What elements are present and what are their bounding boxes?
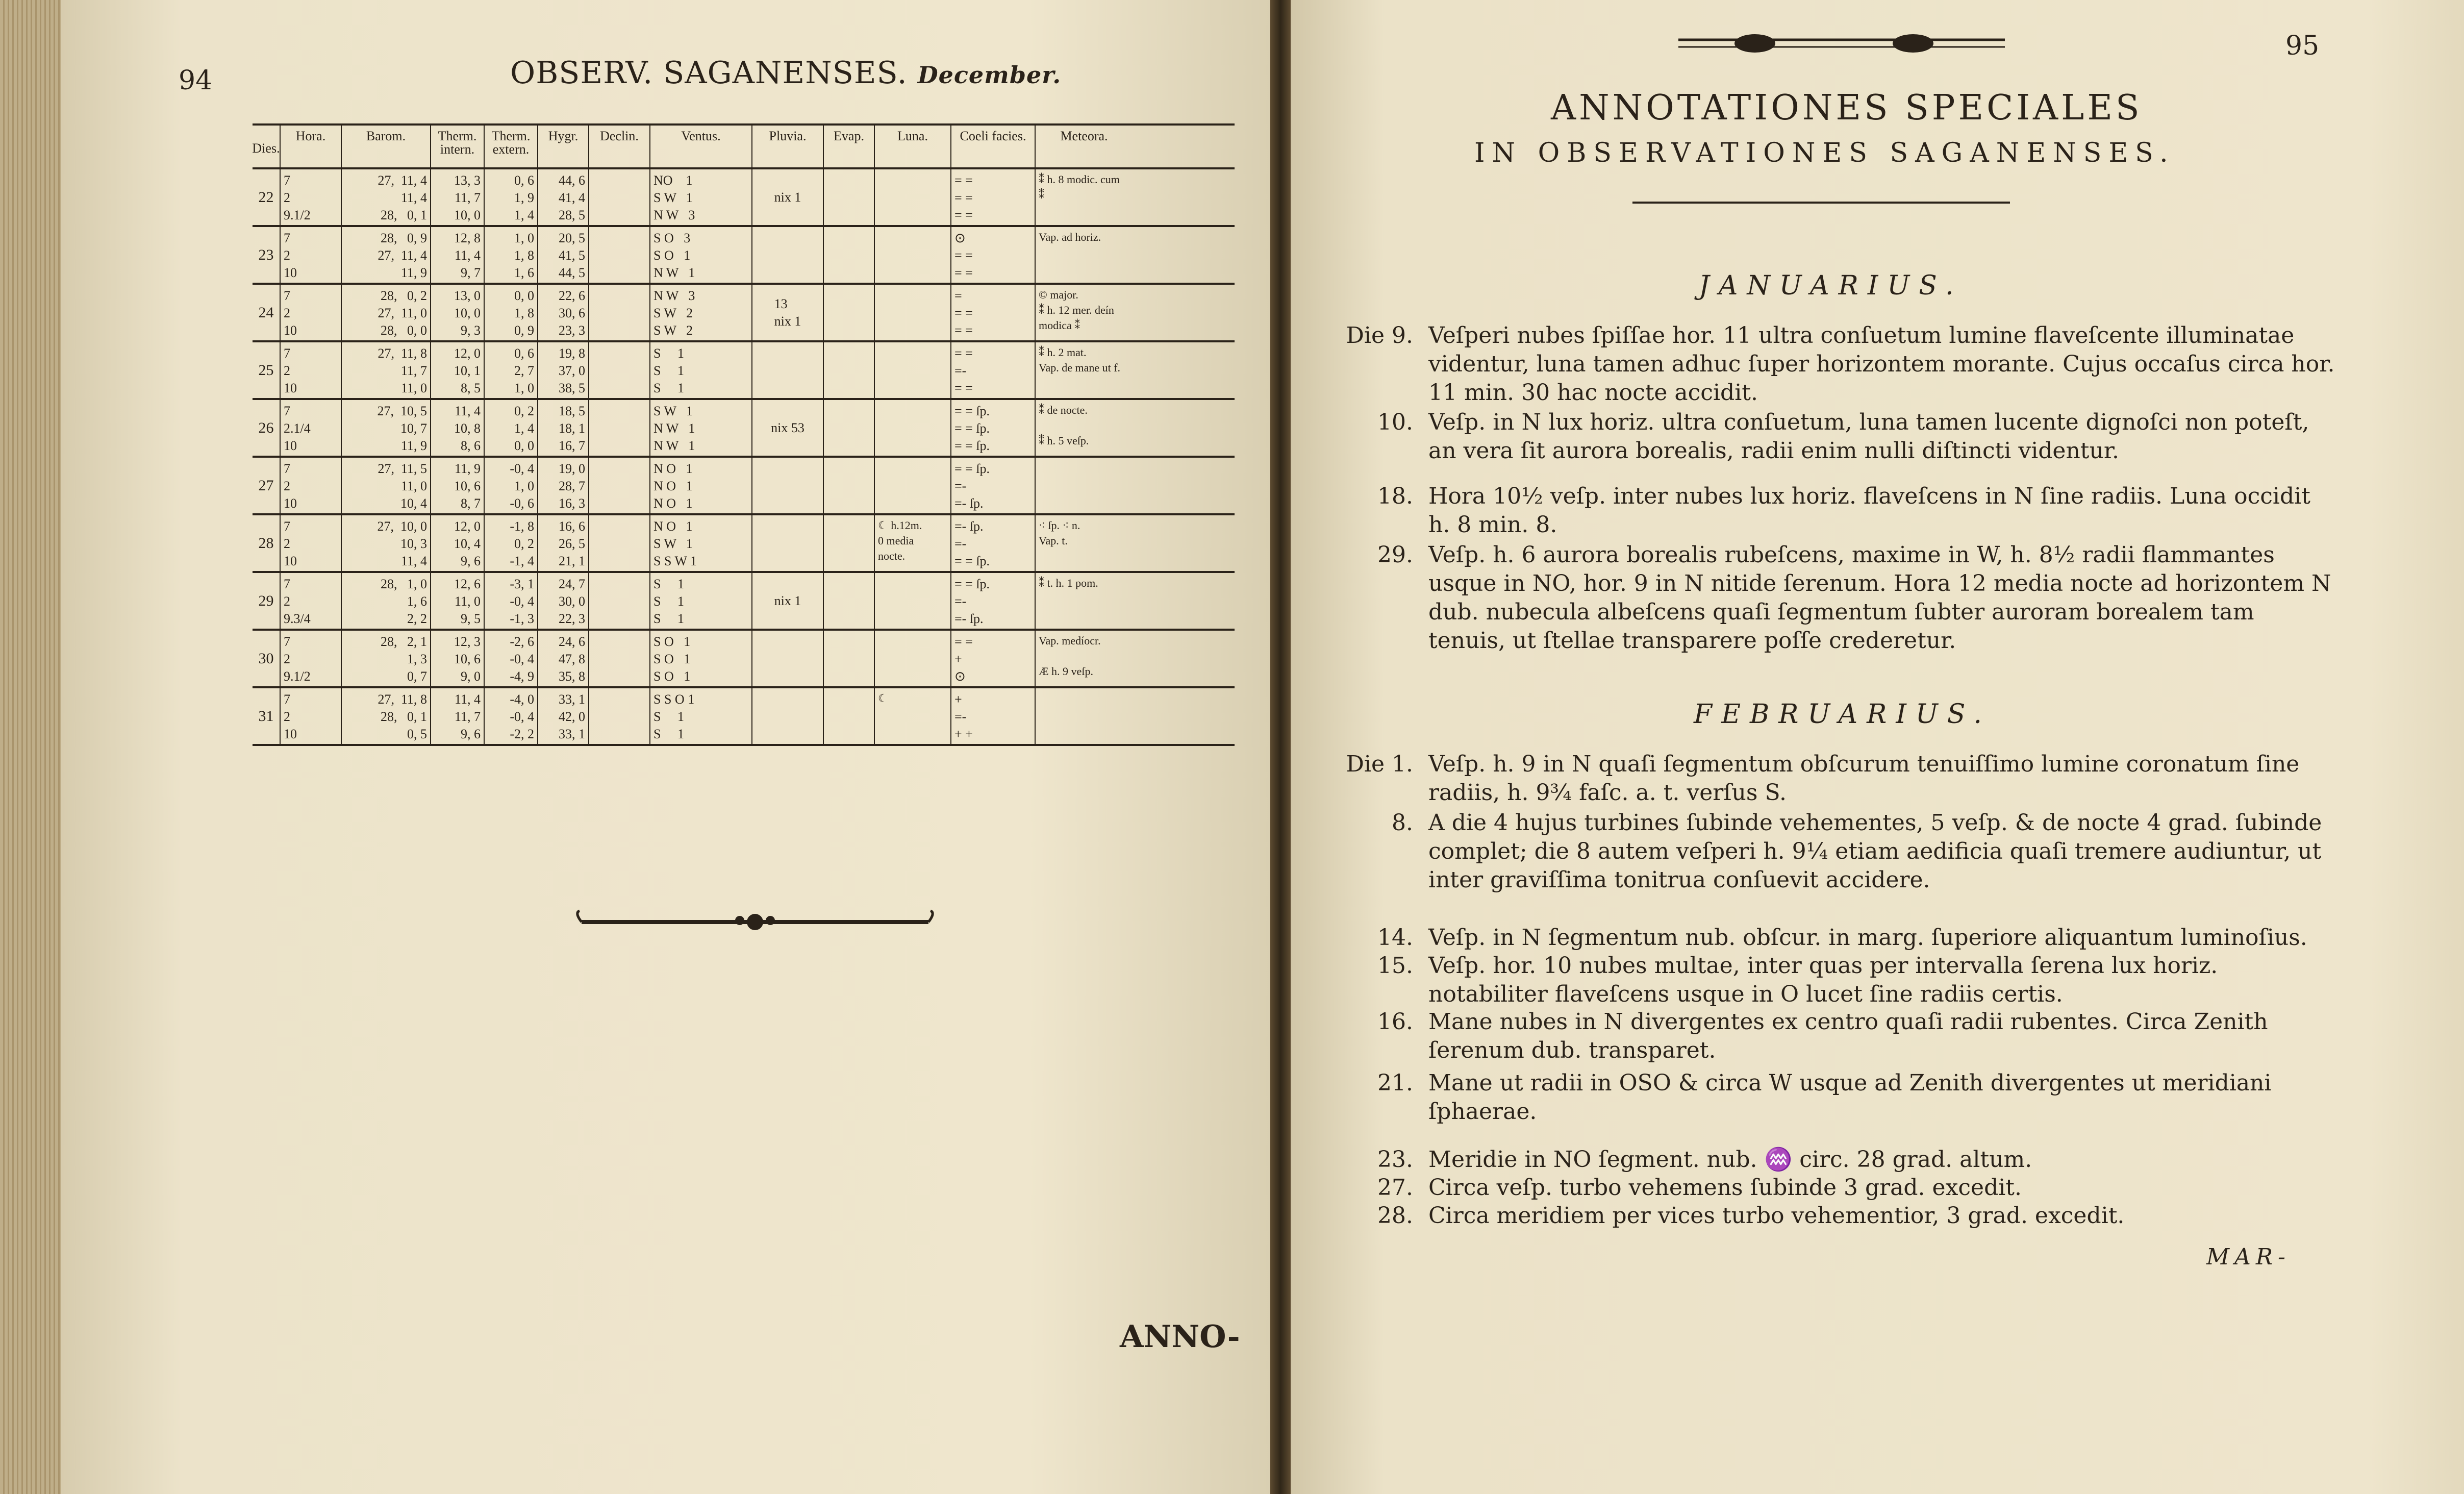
- cell-evap: [824, 169, 875, 225]
- table-header: [253, 123, 1235, 169]
- col-ventus: Ventus.: [650, 126, 752, 167]
- table-row: [253, 400, 1235, 458]
- table-body: [253, 169, 1235, 746]
- col-declin: Declin.: [589, 126, 650, 167]
- col-hora: Hora.: [281, 126, 342, 167]
- cell-die: 24: [253, 285, 281, 340]
- cell-declin: [589, 285, 650, 340]
- col-barom: Barom.: [342, 126, 431, 167]
- cell-therm-intern: 11, 4 10, 8 8, 6: [431, 400, 485, 456]
- cell-meteora: ⁑ h. 8 modic. cum ⁑: [1039, 173, 1120, 201]
- entry-text: Veſp. in N ſegmentum nub. obſcur. in marg. ſuperiore aliquantum luminoſius.: [1428, 925, 2307, 951]
- entry-day: 16.: [1377, 1009, 1413, 1035]
- book-edge: [0, 0, 61, 1494]
- cell-therm-extern: -3, 1 -0, 4 -1, 3: [485, 573, 538, 629]
- cell-evap: [824, 573, 875, 629]
- cell-therm-extern: 1, 0 1, 8 1, 6: [485, 227, 538, 283]
- title-rule: [1632, 202, 2010, 204]
- cell-pluvia: [752, 688, 824, 744]
- cell-evap: [824, 515, 875, 571]
- cell-declin: [589, 631, 650, 686]
- cell-pluvia: [752, 227, 824, 283]
- cell-therm-extern: -4, 0 -0, 4 -2, 2: [485, 688, 538, 744]
- cell-coeli-facies: = = = = =: [951, 285, 1036, 340]
- cell-therm-intern: 11, 4 11, 7 9, 6: [431, 688, 485, 744]
- cell-therm-intern: 12, 8 11, 4 9, 7: [431, 227, 485, 283]
- cell-barom: 27, 10, 5 10, 7 11, 9: [342, 400, 431, 456]
- cell-meteora: ⁑ t. h. 1 pom.: [1039, 577, 1098, 589]
- cell-therm-extern: -2, 6 -0, 4 -4, 9: [485, 631, 538, 686]
- cell-hora: 7 2 10: [281, 227, 342, 283]
- cell-hygr: 16, 6 26, 5 21, 1: [538, 515, 589, 571]
- cell-therm-extern: 0, 0 1, 8 0, 9: [485, 285, 538, 340]
- cell-hora: 7 2 9.1/2: [281, 631, 342, 686]
- right-page-number: 95: [2285, 31, 2320, 61]
- cell-hora: 7 2 9.1/2: [281, 169, 342, 225]
- entry-day: 29.: [1377, 542, 1413, 568]
- cell-luna: [875, 227, 951, 283]
- col-therm-extern: Therm. extern.: [485, 126, 538, 167]
- col-dies: Dies.: [253, 126, 281, 167]
- cell-ventus: S W 1 N W 1 N W 1: [650, 400, 752, 456]
- left-catchword: ANNO-: [1120, 1319, 1240, 1355]
- table-row: [253, 342, 1235, 400]
- month-january: JANUARIUS.: [1699, 270, 1963, 301]
- cell-ventus: N W 3 S W 2 S W 2: [650, 285, 752, 340]
- cell-hora: 7 2 10: [281, 285, 342, 340]
- cell-luna: [875, 342, 951, 398]
- cell-hygr: 33, 1 42, 0 33, 1: [538, 688, 589, 744]
- cell-coeli-facies: = = + ⊙: [951, 631, 1036, 686]
- cell-barom: 28, 0, 9 27, 11, 4 11, 9: [342, 227, 431, 283]
- cell-luna: [875, 573, 951, 629]
- cell-ventus: NO 1 S W 1 N W 3: [650, 169, 752, 225]
- cell-evap: [824, 458, 875, 513]
- cell-die: 25: [253, 342, 281, 398]
- cell-barom: 27, 11, 8 28, 0, 1 0, 5: [342, 688, 431, 744]
- cell-hora: 7 2.1/4 10: [281, 400, 342, 456]
- cell-pluvia: [752, 631, 824, 686]
- table-row: [253, 631, 1235, 688]
- entry-text: Mane ut radii in OSO & circa W usque ad Zenith divergentes ut meridiani ſphaerae.: [1428, 1070, 2272, 1125]
- cell-luna: [875, 631, 951, 686]
- cell-ventus: N O 1 N O 1 N O 1: [650, 458, 752, 513]
- cell-meteora: [1036, 458, 1133, 513]
- entry-text: A die 4 hujus turbines ſubinde vehementes, 5 veſp. & de nocte 4 grad. ſubinde complet; die 8 autem veſperi h. 9¼ etiam aedificia quaſi tremere audiuntur, ut inter graviſſima tonitrua conſuevit accidere.: [1428, 810, 2322, 893]
- month-february: FEBRUARIUS.: [1694, 699, 1991, 730]
- table-row: [253, 688, 1235, 746]
- table-row: [253, 573, 1235, 631]
- headpiece-ornament: [1678, 32, 2005, 55]
- entry-day: 28.: [1377, 1203, 1413, 1229]
- cell-therm-intern: 12, 6 11, 0 9, 5: [431, 573, 485, 629]
- entry-day: 23.: [1377, 1147, 1413, 1173]
- entry-text: Veſp. hor. 10 nubes multae, inter quas per intervalla ſerena lux horiz. notabiliter flaveſcens usque in O lucet ſine radiis certis.: [1428, 953, 2218, 1007]
- cell-therm-extern: 0, 2 1, 4 0, 0: [485, 400, 538, 456]
- entry-day: 14.: [1377, 925, 1413, 951]
- annotations-title: ANNOTATIONES SPECIALES: [1551, 88, 2143, 128]
- annotations-subtitle: IN OBSERVATIONES SAGANENSES.: [1474, 138, 2175, 168]
- cell-barom: 27, 11, 4 11, 4 28, 0, 1: [342, 169, 431, 225]
- cell-hygr: 24, 6 47, 8 35, 8: [538, 631, 589, 686]
- entry-text: Mane nubes in N divergentes ex centro quaſi radii rubentes. Circa Zenith ſerenum dub. transparet.: [1428, 1009, 2268, 1063]
- cell-therm-extern: -0, 4 1, 0 -0, 6: [485, 458, 538, 513]
- entry-day: Die 9.: [1346, 322, 1413, 348]
- entry-text: Veſp. in N lux horiz. ultra conſuetum, luna tamen lucente dignoſci non poteſt, an vera ſit aurora borealis, radii enim nulli diſtincti videntur.: [1428, 409, 2309, 464]
- entry-text: Circa meridiem per vices turbo vehementior, 3 grad. excedit.: [1428, 1203, 2125, 1229]
- cell-hygr: 19, 8 37, 0 38, 5: [538, 342, 589, 398]
- cell-ventus: S O 3 S O 1 N W 1: [650, 227, 752, 283]
- cell-die: 29: [253, 573, 281, 629]
- cell-declin: [589, 458, 650, 513]
- cell-coeli-facies: = = = = = =: [951, 169, 1036, 225]
- cell-evap: [824, 400, 875, 456]
- cell-hygr: 24, 7 30, 0 22, 3: [538, 573, 589, 629]
- cell-therm-intern: 13, 0 10, 0 9, 3: [431, 285, 485, 340]
- cell-meteora: ⁑ de nocte. ⁑ h. 5 veſp.: [1039, 404, 1089, 447]
- cell-luna: ☾: [875, 688, 951, 744]
- cell-hora: 7 2 10: [281, 688, 342, 744]
- cell-hora: 7 2 10: [281, 342, 342, 398]
- cell-declin: [589, 688, 650, 744]
- cell-barom: 28, 2, 1 1, 3 0, 7: [342, 631, 431, 686]
- cell-ventus: S 1 S 1 S 1: [650, 573, 752, 629]
- header-month: December.: [917, 61, 1062, 89]
- cell-hygr: 22, 6 30, 6 23, 3: [538, 285, 589, 340]
- cell-therm-extern: -1, 8 0, 2 -1, 4: [485, 515, 538, 571]
- col-pluvia: Pluvia.: [752, 126, 824, 167]
- cell-declin: [589, 342, 650, 398]
- cell-coeli-facies: = = ſp. =- =- ſp.: [951, 458, 1036, 513]
- entry-text: Circa veſp. turbo vehemens ſubinde 3 grad. excedit.: [1428, 1175, 2022, 1201]
- cell-pluvia: nix 1: [752, 573, 824, 629]
- cell-coeli-facies: + =- + +: [951, 688, 1036, 744]
- right-catchword: MAR-: [2206, 1244, 2291, 1270]
- cell-hygr: 44, 6 41, 4 28, 5: [538, 169, 589, 225]
- cell-evap: [824, 285, 875, 340]
- cell-meteora: ⁑ h. 2 mat. Vap. de mane ut f.: [1039, 346, 1121, 374]
- cell-barom: 27, 11, 8 11, 7 11, 0: [342, 342, 431, 398]
- cell-die: 22: [253, 169, 281, 225]
- col-meteora: Meteora.: [1060, 129, 1108, 143]
- cell-therm-intern: 12, 3 10, 6 9, 0: [431, 631, 485, 686]
- cell-declin: [589, 573, 650, 629]
- col-luna: Luna.: [875, 126, 951, 167]
- cell-meteora: Vap. medíocr. Æ h. 9 veſp.: [1039, 634, 1101, 678]
- left-page-header: [510, 55, 1061, 91]
- cell-meteora: © major. ⁑ h. 12 mer. deín modica ⁑: [1039, 288, 1114, 332]
- entry-day: 27.: [1377, 1175, 1413, 1201]
- cell-luna: [875, 285, 951, 340]
- table-row: [253, 227, 1235, 285]
- cell-hora: 7 2 9.3/4: [281, 573, 342, 629]
- cell-barom: 27, 10, 0 10, 3 11, 4: [342, 515, 431, 571]
- cell-coeli-facies: = = ſp. =- =- ſp.: [951, 573, 1036, 629]
- cell-hora: 7 2 10: [281, 515, 342, 571]
- cell-declin: [589, 227, 650, 283]
- cell-therm-extern: 0, 6 2, 7 1, 0: [485, 342, 538, 398]
- cell-therm-intern: 13, 3 11, 7 10, 0: [431, 169, 485, 225]
- cell-barom: 28, 0, 2 27, 11, 0 28, 0, 0: [342, 285, 431, 340]
- col-hygr: Hygr.: [538, 126, 589, 167]
- left-page-number: 94: [179, 65, 213, 96]
- cell-therm-extern: 0, 6 1, 9 1, 4: [485, 169, 538, 225]
- cell-hygr: 20, 5 41, 5 44, 5: [538, 227, 589, 283]
- cell-coeli-facies: = = ſp. = = ſp. = = ſp.: [951, 400, 1036, 456]
- cell-hygr: 18, 5 18, 1 16, 7: [538, 400, 589, 456]
- cell-evap: [824, 227, 875, 283]
- cell-luna: [875, 400, 951, 456]
- cell-therm-intern: 11, 9 10, 6 8, 7: [431, 458, 485, 513]
- col-coeli-facies: Coeli facies.: [951, 126, 1036, 167]
- cell-pluvia: nix 53: [752, 400, 824, 456]
- cell-evap: [824, 688, 875, 744]
- cell-barom: 28, 1, 0 1, 6 2, 2: [342, 573, 431, 629]
- cell-die: 30: [253, 631, 281, 686]
- cell-ventus: S O 1 S O 1 S O 1: [650, 631, 752, 686]
- cell-pluvia: [752, 342, 824, 398]
- entry-day: 8.: [1392, 810, 1413, 836]
- cell-die: 28: [253, 515, 281, 571]
- cell-hora: 7 2 10: [281, 458, 342, 513]
- cell-die: 31: [253, 688, 281, 744]
- entry-text: Meridie in NO ſegment. nub. ♒ circ. 28 grad. altum.: [1428, 1147, 2032, 1173]
- col-therm-intern: Therm. intern.: [431, 126, 485, 167]
- observation-table: [253, 123, 1235, 746]
- cell-hygr: 19, 0 28, 7 16, 3: [538, 458, 589, 513]
- header-title: OBSERV. SAGANENSES.: [510, 55, 908, 91]
- cell-luna: [875, 458, 951, 513]
- cell-luna: [875, 169, 951, 225]
- cell-die: 23: [253, 227, 281, 283]
- cell-luna: ☾ h.12m. 0 media nocte.: [875, 515, 951, 571]
- entry-day: 18.: [1377, 483, 1413, 509]
- cell-die: 26: [253, 400, 281, 456]
- book-gutter: [1270, 0, 1291, 1494]
- table-row: [253, 169, 1235, 227]
- cell-coeli-facies: ⊙ = = = =: [951, 227, 1036, 283]
- cell-barom: 27, 11, 5 11, 0 10, 4: [342, 458, 431, 513]
- cell-declin: [589, 169, 650, 225]
- entry-day: 21.: [1377, 1070, 1413, 1096]
- cell-meteora: ⁖ ſp. ⁖ n. Vap. t.: [1039, 519, 1080, 547]
- entry-text: Veſp. h. 6 aurora borealis rubeſcens, maxime in W, h. 8½ radii flammantes usque in NO, hor. 9 in N nitide ſerenum. Hora 12 media nocte ad horizontem N dub. nubecula albeſcens quaſi ſegmentum ſubter auroram borealem tam tenuis, ut ſtellae transparere poſſe crederetur.: [1428, 542, 2331, 654]
- cell-pluvia: [752, 515, 824, 571]
- table-row: [253, 515, 1235, 573]
- cell-coeli-facies: =- ſp. =- = = ſp.: [951, 515, 1036, 571]
- cell-declin: [589, 515, 650, 571]
- cell-coeli-facies: = = =- = =: [951, 342, 1036, 398]
- cell-ventus: N O 1 S W 1 S S W 1: [650, 515, 752, 571]
- entry-text: Veſperi nubes ſpiſſae hor. 11 ultra conſuetum lumine flaveſcente illuminatae videntur, luna tamen adhuc ſuper horizontem morante. Cujus occaſus circa hor. 11 min. 30 hac nocte accidit.: [1428, 322, 2335, 406]
- table-row: [253, 458, 1235, 515]
- cell-pluvia: [752, 458, 824, 513]
- cell-ventus: S S O 1 S 1 S 1: [650, 688, 752, 744]
- cell-therm-intern: 12, 0 10, 1 8, 5: [431, 342, 485, 398]
- cell-therm-intern: 12, 0 10, 4 9, 6: [431, 515, 485, 571]
- cell-evap: [824, 631, 875, 686]
- col-evap: Evap.: [824, 126, 875, 167]
- cell-pluvia: nix 1: [752, 169, 824, 225]
- cell-die: 27: [253, 458, 281, 513]
- entry-text: Hora 10½ veſp. inter nubes lux horiz. flaveſcens in N ſine radiis. Luna occidit h. 8 min. 8.: [1428, 483, 2310, 538]
- entry-day: 10.: [1377, 409, 1413, 435]
- cell-meteora: [1036, 688, 1133, 744]
- cell-evap: [824, 342, 875, 398]
- cell-declin: [589, 400, 650, 456]
- entry-text: Veſp. h. 9 in N quaſi ſegmentum obſcurum tenuiſſimo lumine coronatum ſine radiis, h. 9¾ faſc. a. t. verſus S.: [1428, 751, 2300, 806]
- table-row: [253, 285, 1235, 342]
- cell-meteora: Vap. ad horiz.: [1039, 231, 1101, 243]
- tailpiece-ornament: [571, 909, 939, 935]
- entry-day: 15.: [1377, 953, 1413, 979]
- entry-day: Die 1.: [1346, 751, 1413, 777]
- cell-pluvia: 13 nix 1: [752, 285, 824, 340]
- cell-ventus: S 1 S 1 S 1: [650, 342, 752, 398]
